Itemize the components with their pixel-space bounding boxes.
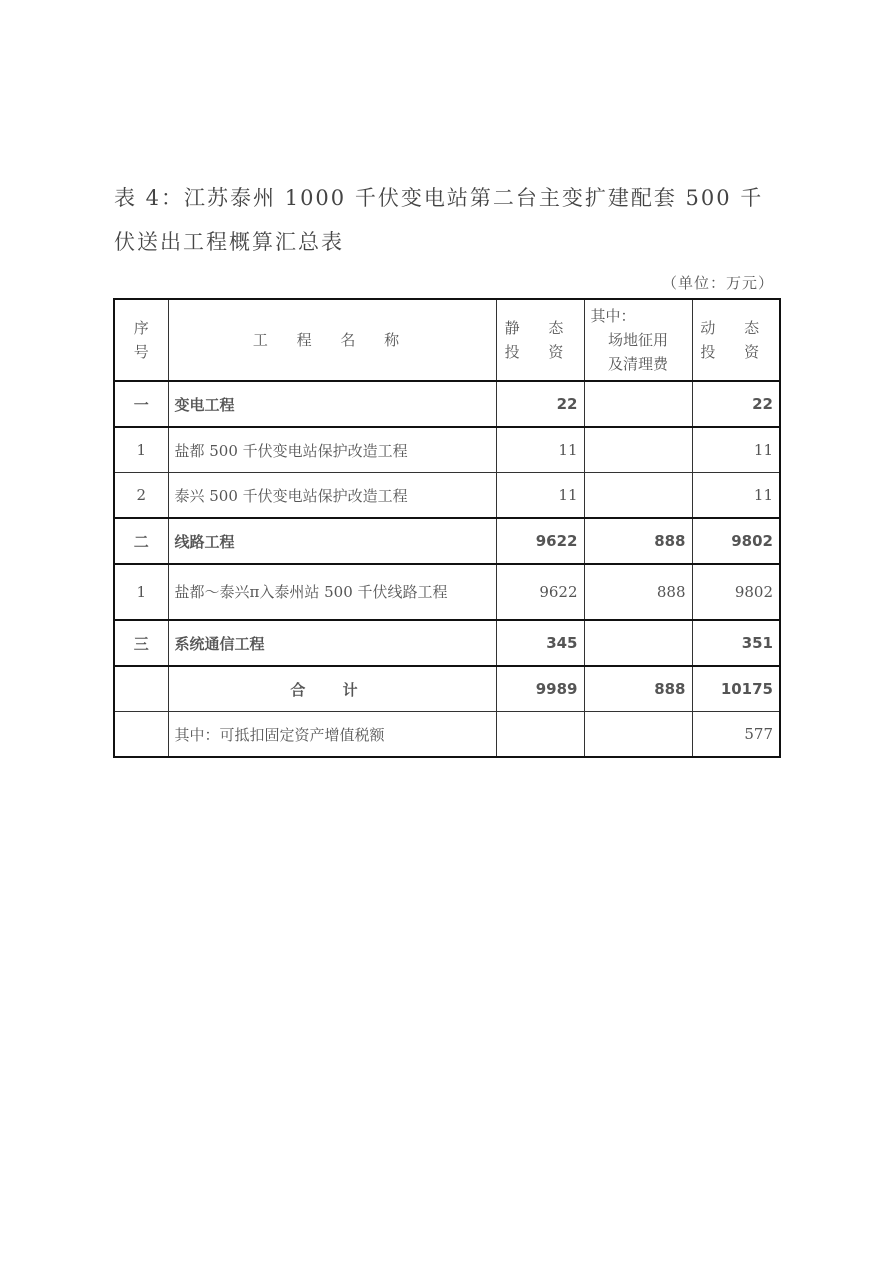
table-row <box>114 620 780 666</box>
table-title: 表 4：江苏泰州 1000 千伏变电站第二台主变扩建配套 500 千伏送出工程概算汇总表 <box>114 186 764 254</box>
header-dynamic <box>692 299 780 381</box>
cell-seq: 一 <box>114 381 168 427</box>
header-static <box>496 299 584 381</box>
cell-seq: 1 <box>114 427 168 473</box>
header-land-line2: 场地征用 <box>607 331 668 349</box>
unit-note: （单位：万元） <box>661 274 774 292</box>
cell-land <box>584 712 692 758</box>
header-name-label: 工 程 名 称 <box>252 331 412 349</box>
cell-dynamic: 22 <box>692 381 780 427</box>
cell-dynamic: 10175 <box>692 666 780 712</box>
cell-seq: 三 <box>114 620 168 666</box>
header-static-line2: 投 资 <box>504 343 576 361</box>
header-static-line1: 静 态 <box>504 319 576 337</box>
header-name <box>168 299 496 381</box>
cell-name: 系统通信工程 <box>168 620 496 666</box>
cell-seq: 1 <box>114 564 168 620</box>
cell-static: 9622 <box>496 564 584 620</box>
cell-dynamic: 577 <box>692 712 780 758</box>
header-land <box>584 299 692 381</box>
cell-land <box>584 381 692 427</box>
cell-dynamic: 9802 <box>692 564 780 620</box>
cell-static: 11 <box>496 473 584 519</box>
header-seq-line2: 号 <box>133 343 149 361</box>
table-row <box>114 712 780 758</box>
cell-name: 线路工程 <box>168 518 496 564</box>
header-land-line3: 及清理费 <box>607 355 668 373</box>
header-dynamic-line2: 投 资 <box>700 343 772 361</box>
cell-land <box>584 427 692 473</box>
cell-dynamic: 11 <box>692 427 780 473</box>
cell-static: 11 <box>496 427 584 473</box>
cell-dynamic: 351 <box>692 620 780 666</box>
cell-seq <box>114 712 168 758</box>
header-row <box>114 299 780 381</box>
header-seq-line1: 序 <box>133 319 149 337</box>
table-row <box>114 518 780 564</box>
cell-name: 变电工程 <box>168 381 496 427</box>
cell-static: 9989 <box>496 666 584 712</box>
table-row <box>114 564 780 620</box>
cell-land <box>584 473 692 519</box>
cell-static: 9622 <box>496 518 584 564</box>
total-label: 合 计 <box>290 680 374 699</box>
cell-seq <box>114 666 168 712</box>
cell-seq: 2 <box>114 473 168 519</box>
cell-land <box>584 620 692 666</box>
cell-land: 888 <box>584 518 692 564</box>
table-row <box>114 427 780 473</box>
table-row-total <box>114 666 780 712</box>
table-row <box>114 381 780 427</box>
cell-dynamic: 9802 <box>692 518 780 564</box>
cell-land: 888 <box>584 564 692 620</box>
cell-dynamic: 11 <box>692 473 780 519</box>
summary-table <box>113 298 781 758</box>
cell-land: 888 <box>584 666 692 712</box>
cell-name: 盐都 500 千伏变电站保护改造工程 <box>168 427 496 473</box>
cell-name: 其中：可抵扣固定资产增值税额 <box>168 712 496 758</box>
table-row <box>114 473 780 519</box>
cell-name <box>168 666 496 712</box>
header-land-line1: 其中： <box>590 307 636 325</box>
cell-static: 345 <box>496 620 584 666</box>
cell-static: 22 <box>496 381 584 427</box>
cell-name: 泰兴 500 千伏变电站保护改造工程 <box>168 473 496 519</box>
cell-static <box>496 712 584 758</box>
header-seq <box>114 299 168 381</box>
header-dynamic-line1: 动 态 <box>700 319 772 337</box>
cell-name: 盐都～泰兴π入泰州站 500 千伏线路工程 <box>168 564 496 620</box>
cell-seq: 二 <box>114 518 168 564</box>
